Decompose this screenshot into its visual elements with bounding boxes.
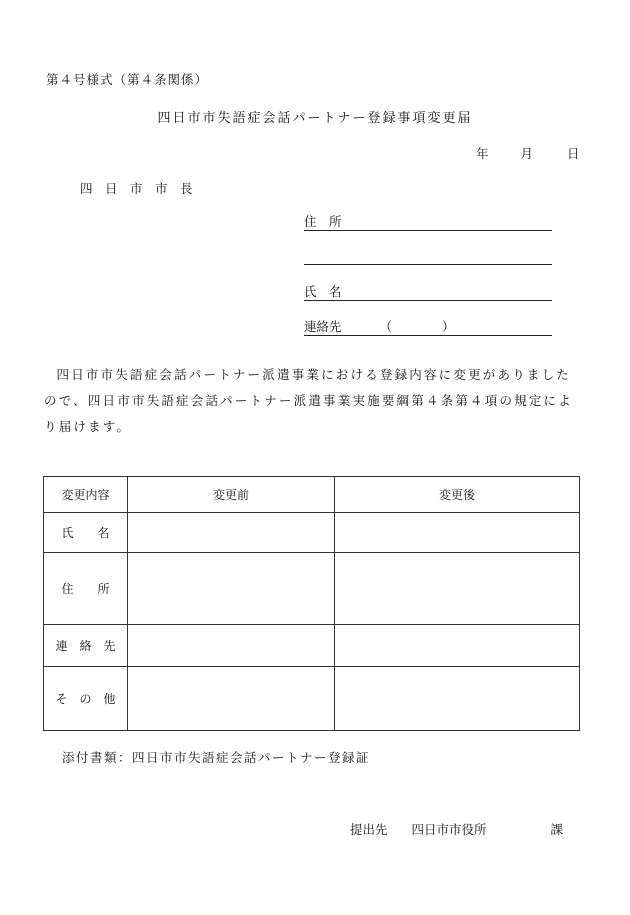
cell-after-name[interactable] [335,513,580,553]
header-before: 変更前 [128,477,335,513]
address-label: 住 所 [304,214,342,229]
cell-after-address[interactable] [335,553,580,625]
row-label-address: 住 所 [44,553,128,625]
address-field-line2[interactable] [304,246,552,265]
row-label-other: そ の 他 [44,667,128,731]
row-label-contact: 連 絡 先 [44,625,128,667]
table-header-row [44,477,580,513]
date-line [476,144,579,162]
submission-office: 四日市市役所 [411,822,487,837]
date-month: 月 [520,146,533,161]
submission-line [350,820,563,838]
cell-before-other[interactable] [128,667,335,731]
contact-label: 連絡先 [304,319,342,334]
cell-after-contact[interactable] [335,625,580,667]
table-row [44,553,580,625]
cell-before-address[interactable] [128,553,335,625]
date-day: 日 [566,146,580,161]
cell-before-contact[interactable] [128,625,335,667]
date-year: 年 [476,146,489,161]
submission-section: 課 [550,822,563,837]
body-text: 四日市市失語症会話パートナー派遣事業における登録内容に変更がありましたので、四日市市失語症会話パートナー派遣事業実施要綱第４条第４項の規定により届けます。 [44,367,573,434]
change-table [43,476,580,731]
table-row [44,513,580,553]
contact-field[interactable] [304,317,552,336]
addressee: 四 日 市 市 長 [80,181,193,196]
form-number: 第４号様式（第４条関係） [46,72,209,87]
table-row [44,625,580,667]
header-after: 変更後 [335,477,580,513]
header-change-item: 変更内容 [44,477,128,513]
contact-parenthesis: （ ） [379,319,455,334]
address-field[interactable] [304,212,552,231]
cell-after-other[interactable] [335,667,580,731]
table-row [44,667,580,731]
document-title: 四日市市失語症会話パートナー登録事項変更届 [157,111,473,126]
row-label-name: 氏 名 [44,513,128,553]
attachment-note: 添付書類：四日市市失語症会話パートナー登録証 [62,750,371,765]
name-label: 氏 名 [304,284,342,299]
cell-before-name[interactable] [128,513,335,553]
name-field[interactable] [304,282,552,301]
submission-label: 提出先 [350,822,388,837]
